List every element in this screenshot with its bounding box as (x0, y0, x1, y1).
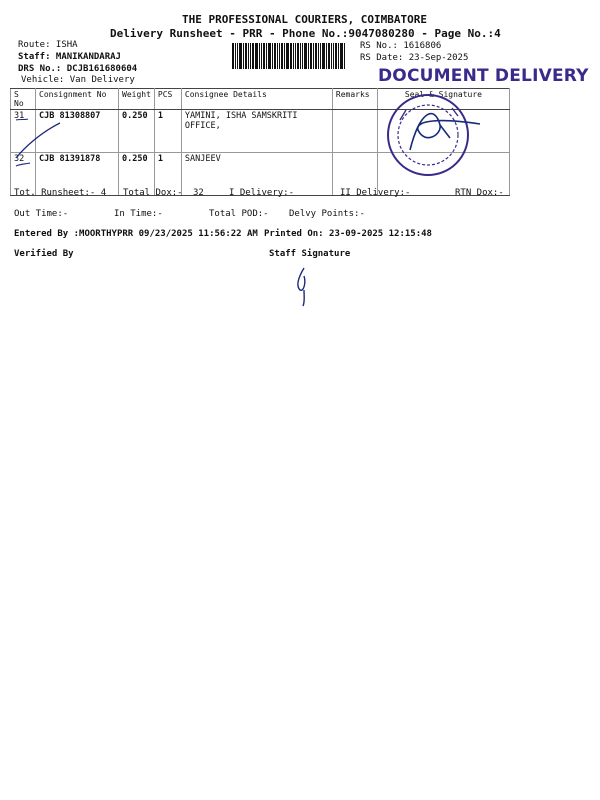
company-title: THE PROFESSIONAL COURIERS, COIMBATORE (182, 13, 428, 26)
col-consignee: Consignee Details (181, 89, 332, 110)
barcode-bar (295, 43, 296, 69)
delvy-points: Delvy Points:- (289, 209, 365, 219)
row-sno: 31 (11, 110, 36, 153)
barcode-bar (297, 43, 299, 69)
barcode-bar (279, 43, 280, 69)
barcode-bar (302, 43, 303, 69)
barcode-bar (248, 43, 249, 69)
barcode-bar (304, 43, 307, 69)
barcode-bar (293, 43, 294, 69)
barcode-bar (344, 43, 345, 69)
barcode-bar (255, 43, 258, 69)
verified-by: Verified By (14, 249, 74, 259)
barcode (232, 43, 356, 69)
staff-signature-scribble (292, 264, 322, 310)
entered-by: Entered By :MOORTHYPRR 09/23/2025 11:56:22 AM (14, 229, 258, 239)
barcode-bar (340, 43, 343, 69)
col-pcs: PCS (154, 89, 181, 110)
barcode-bar (335, 43, 337, 69)
barcode-bar (315, 43, 317, 69)
ii-delivery: II Delivery:- (340, 188, 411, 198)
in-time: In Time:- (114, 209, 163, 219)
barcode-bar (300, 43, 301, 69)
rs-date: RS Date: 23-Sep-2025 (360, 53, 469, 63)
runsheet-subtitle: Delivery Runsheet - PRR - Phone No.:9047080280 - Page No.:4 (110, 27, 501, 40)
barcode-bar (263, 43, 265, 69)
barcode-bar (232, 43, 234, 69)
staff-signature-label: Staff Signature (269, 249, 351, 259)
col-weight: Weight (119, 89, 155, 110)
vehicle-label: Vehicle: Van Delivery (21, 75, 135, 85)
total-pod: Total POD:- (209, 209, 269, 219)
barcode-bar (239, 43, 242, 69)
printed-on: Printed On: 23-09-2025 12:15:48 (264, 229, 432, 239)
barcode-bar (331, 43, 332, 69)
row-sno: 32 (11, 153, 36, 196)
barcode-bar (277, 43, 278, 69)
barcode-bar (313, 43, 314, 69)
row-consignee: YAMINI, ISHA SAMSKRITI OFFICE, (181, 110, 332, 153)
row-pcs: 1 (154, 110, 181, 153)
barcode-bar (274, 43, 276, 69)
row-weight: 0.250 (119, 153, 155, 196)
row-consignee: SANJEEV (181, 153, 332, 196)
col-sno: S No (11, 89, 36, 110)
tick-marks (10, 108, 80, 178)
col-seal-signature: Seal & Signature (377, 89, 509, 110)
row-remarks (332, 110, 377, 153)
barcode-bar (243, 43, 244, 69)
row-consignment: CJB 81391878 (36, 153, 119, 196)
barcode-bar (310, 43, 312, 69)
barcode-bar (250, 43, 251, 69)
barcode-bar (333, 43, 334, 69)
barcode-bar (284, 43, 285, 69)
staff-label: Staff: MANIKANDARAJ (18, 52, 121, 62)
row-pcs: 1 (154, 153, 181, 196)
row-weight: 0.250 (119, 110, 155, 153)
col-consignment: Consignment No (36, 89, 119, 110)
barcode-bar (326, 43, 327, 69)
barcode-bar (272, 43, 273, 69)
barcode-bar (268, 43, 271, 69)
total-dox-value: 32 (193, 188, 204, 198)
tot-runsheet: Tot. Runsheet:- 4 (14, 188, 107, 198)
barcode-bar (245, 43, 247, 69)
barcode-bar (320, 43, 321, 69)
barcode-bar (235, 43, 236, 69)
out-time: Out Time:- (14, 209, 69, 219)
route-label: Route: ISHA (18, 40, 78, 50)
barcode-bar (308, 43, 309, 69)
rtn-dox: RTN Dox:- (455, 188, 504, 198)
barcode-bar (338, 43, 339, 69)
barcode-bar (286, 43, 289, 69)
barcode-bar (318, 43, 319, 69)
barcode-bar (266, 43, 267, 69)
total-dox-label: Total Dox:- (123, 188, 183, 198)
barcode-bar (259, 43, 260, 69)
col-remarks: Remarks (332, 89, 377, 110)
barcode-bar (281, 43, 283, 69)
barcode-bar (252, 43, 254, 69)
seal-stamp (380, 90, 510, 185)
rs-number: RS No.: 1616806 (360, 41, 442, 51)
drs-number: DRS No.: DCJB161680604 (18, 64, 138, 74)
barcode-bar (328, 43, 330, 69)
barcode-bar (237, 43, 238, 69)
i-delivery: I Delivery:- (229, 188, 295, 198)
barcode-bar (290, 43, 292, 69)
barcode-bar (261, 43, 262, 69)
document-delivery-stamp: DOCUMENT DELIVERY (378, 66, 589, 86)
row-consignment: CJB 81308807 (36, 110, 119, 153)
barcode-bar (322, 43, 325, 69)
